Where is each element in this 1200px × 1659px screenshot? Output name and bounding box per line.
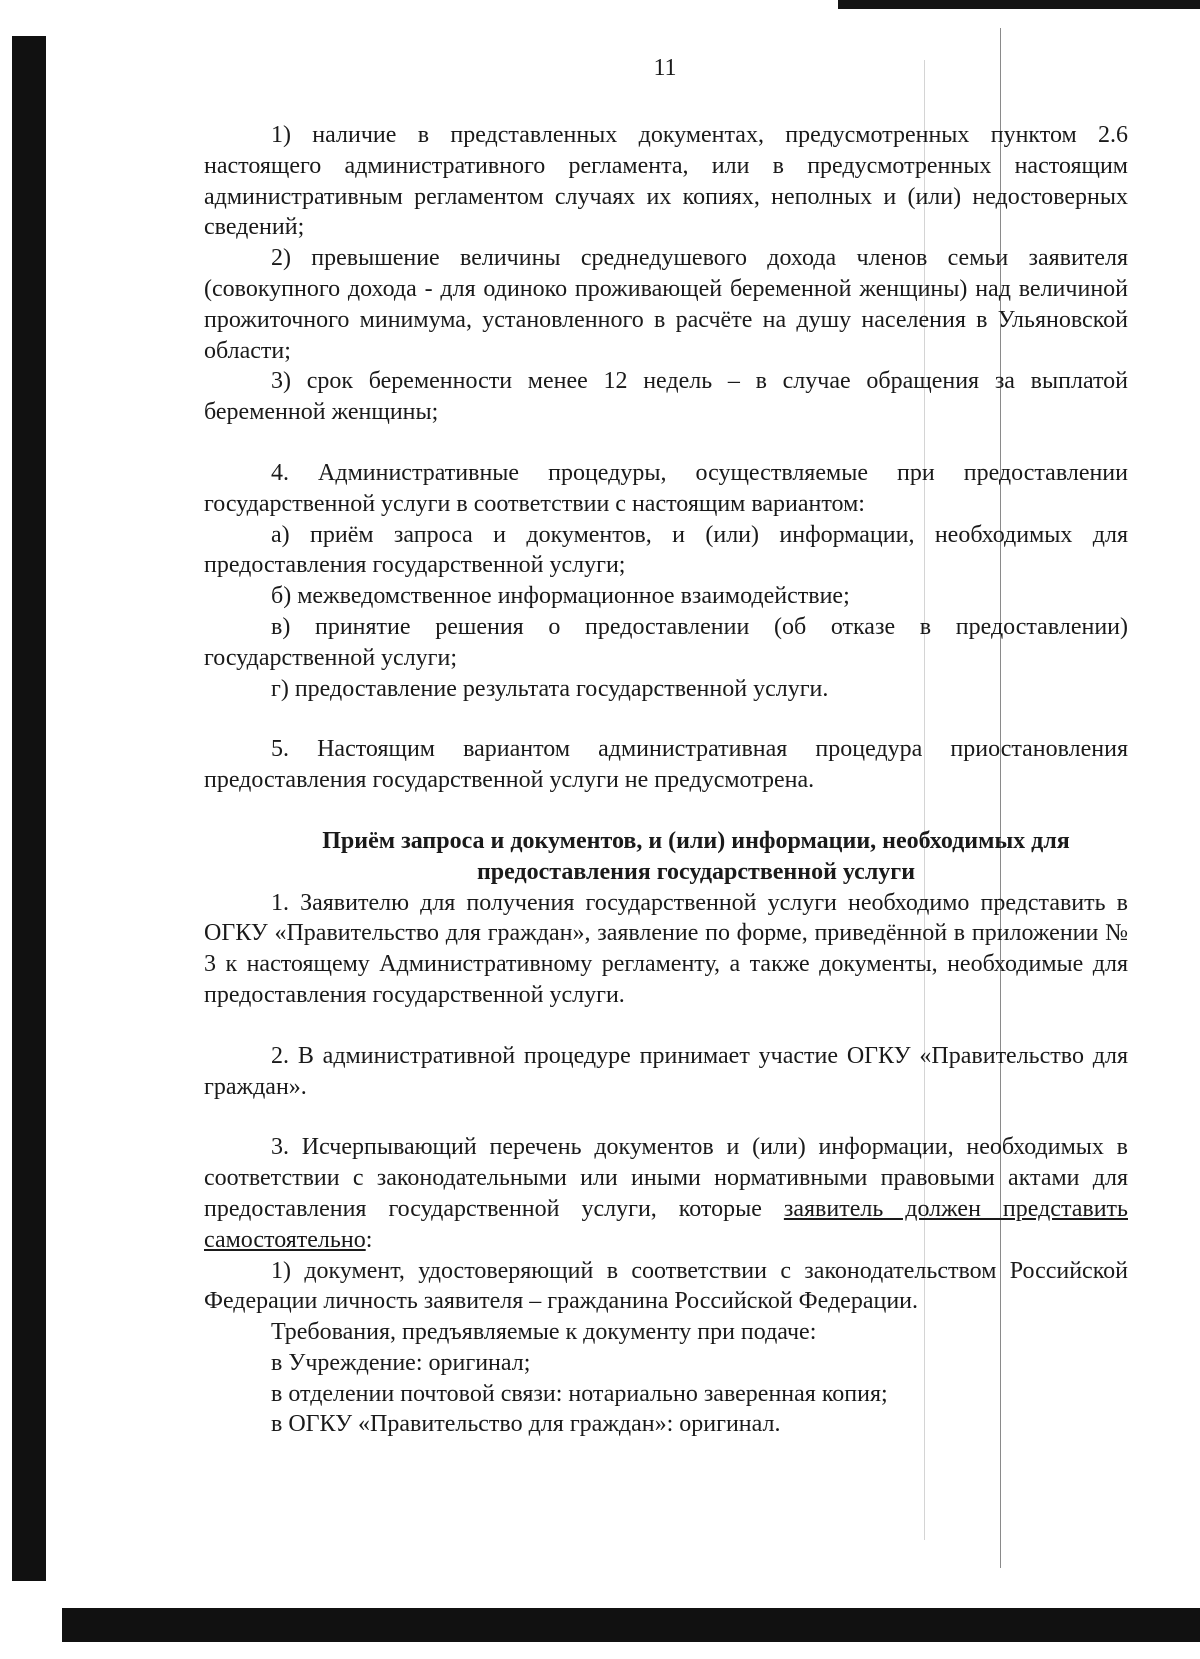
section-heading: Приём запроса и документов, и (или) информации, необходимых для предоставления государственной услуги <box>322 827 1070 885</box>
document-body <box>204 120 1128 1440</box>
scan-border-left <box>12 36 46 1581</box>
paragraph-3 <box>204 1132 1128 1255</box>
scan-border-bottom <box>62 1608 1200 1642</box>
refusal-item-2: 2) превышение величины среднедушевого дохода членов семьи заявителя (совокупного дохода - для одиноко проживающей беременной женщины) над величиной прожиточного минимума, установленного в расчёте на душу населения в Ульяновской области; <box>204 245 1128 364</box>
paragraph-3-text: 3. Исчерпывающий перечень документов и (или) информации, необходимых в соответствии с законодательными или иными нормативными правовыми актами для предоставления государственной услуги, которые <box>204 1134 1128 1222</box>
spacer <box>204 1102 1128 1132</box>
requirement-item-2: в отделении почтовой связи: нотариально заверенная копия; <box>271 1380 888 1407</box>
requirement-item-3: в ОГКУ «Правительство для граждан»: оригинал. <box>271 1411 781 1438</box>
scan-border-top <box>838 0 1200 9</box>
section-4-item-a: а) приём запроса и документов, и (или) информации, необходимых для предоставления государственной услуги; <box>204 521 1128 579</box>
spacer <box>204 428 1128 458</box>
section-4-item-g: г) предоставление результата государственной услуги. <box>271 675 829 702</box>
paragraph-2: 2. В административной процедуре принимает участие ОГКУ «Правительство для граждан». <box>204 1042 1128 1100</box>
section-4-item-b: б) межведомственное информационное взаимодействие; <box>271 583 850 610</box>
page-number: 11 <box>653 55 677 81</box>
requirements-title: Требования, предъявляемые к документу при подаче: <box>271 1319 817 1346</box>
document-item-1: 1) документ, удостоверяющий в соответствии с законодательством Российской Федерации личность заявителя – гражданина Российской Федерации. <box>204 1257 1128 1315</box>
refusal-item-3: 3) срок беременности менее 12 недель – в случае обращения за выплатой беременной женщины; <box>204 368 1128 426</box>
spacer <box>204 704 1128 734</box>
requirement-item-1: в Учреждение: оригинал; <box>271 1349 531 1376</box>
spacer <box>204 796 1128 826</box>
section-4-item-v: в) принятие решения о предоставлении (об отказе в предоставлении) государственной услуги; <box>204 613 1128 671</box>
paragraph-3-underlined: заявитель должен представить самостоятельно <box>204 1195 1128 1253</box>
paragraph-3-end: : <box>365 1226 373 1253</box>
section-5: 5. Настоящим вариантом административная процедура приостановления предоставления государственной услуги не предусмотрена. <box>204 736 1128 794</box>
refusal-item-1: 1) наличие в представленных документах, предусмотренных пунктом 2.6 настоящего административного регламента, или в предусмотренных настоящим административным регламентом случаях их копиях, неполных и (или) недостоверных сведений; <box>204 122 1128 241</box>
spacer <box>204 1011 1128 1041</box>
paragraph-1: 1. Заявителю для получения государственной услуги необходимо представить в ОГКУ «Правительство для граждан», заявление по форме, приведённой в приложении № 3 к настоящему Административному регламенту, а также документы, необходимые для предоставления государственной услуги. <box>204 889 1128 1008</box>
section-4-intro: 4. Административные процедуры, осуществляемые при предоставлении государственной услуги в соответствии с настоящим вариантом: <box>204 459 1128 517</box>
